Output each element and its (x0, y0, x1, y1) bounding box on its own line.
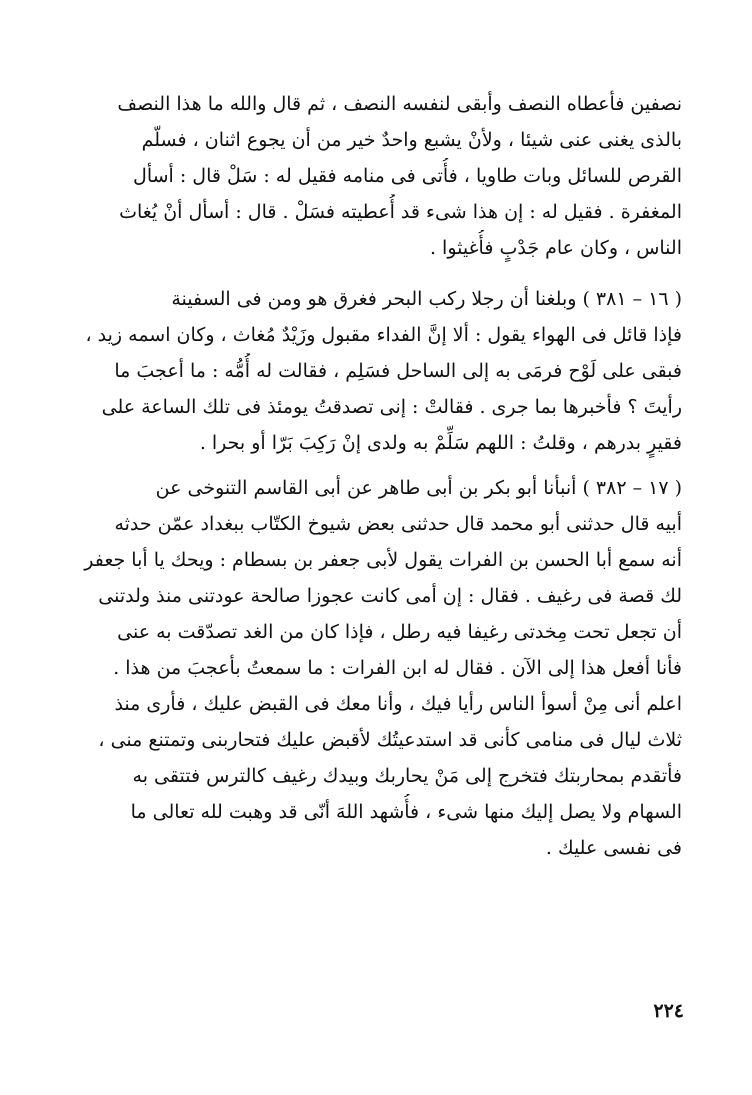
text-line: رأيتَ ؟ فأخبرها بما جرى . فقالتْ : إنى تصدقتُ يومئذ فى تلك الساعة على (101, 396, 682, 418)
page-number: ٢٢٤ (653, 1000, 684, 1022)
text-line: السهام ولا يصل إليك منها شىء ، فأُشهد اللهَ أنّى قد وهبت لله تعالى ما (130, 801, 682, 823)
text-line: فبقى على لَوْح فرمَى به إلى الساحل فسَلِم ، فقالت له أُمُّه : ما أعجبَ ما (114, 360, 682, 382)
text-line: اعلم أنى مِنْ أسوأ الناس رأيا فيك ، وأنا معك فى القبض عليك ، فأرى منذ (114, 693, 682, 715)
text-line: أنه سمع أبا الحسن بن الفرات يقول لأبى جعفر بن بسطام : ويحك يا أبا جعفر (84, 549, 682, 571)
text-line: القرص للسائل وبات طاويا ، فأُتى فى منامه فقيل له : سَلْ قال : أسأل (133, 165, 682, 187)
text-line: المغفرة . فقيل له : إن هذا شىء قد أُعطيته فسَلْ . قال : أسأل أنْ يُغاث (119, 201, 682, 223)
paragraph-3 (66, 470, 682, 866)
text-line: ( ١٧ – ٣٨٢ ) أنبأنا أبو بكر بن أبى طاهر عن أبى القاسم التنوخى عن (155, 477, 682, 499)
text-line: بالذى يغنى عنى شيئا ، ولأنْ يشبع واحدٌ خير من أن يجوع اثنان ، فسلّم (141, 129, 682, 151)
paragraph-1 (66, 86, 682, 266)
text-line: الناس ، وكان عام جَدْبٍ فأُغيثوا . (429, 237, 682, 259)
text-line: ثلاث ليال فى منامى كأنى قد استدعيتُك لأقبض عليك فتحاربنى وتمتنع منى ، (98, 729, 682, 751)
text-line: أن تجعل تحت مِخدتى رغيفا فيه رطل ، فإذا كان من الغد تصدّقت به عنى (117, 621, 682, 643)
text-line: فإذا قائل فى الهواء يقول : ألا إنَّ الفداء مقبول وزَيْدٌ مُغاث ، وكان اسمه زيد ، (85, 324, 682, 346)
text-line: فى نفسى عليك . (545, 837, 682, 859)
paragraph-2 (66, 281, 682, 461)
text-line: فأتقدم بمحاربتك فتخرج إلى مَنْ يحاربك وبيدك رغيف كالترس فتتقى به (132, 765, 682, 787)
text-line: فأنا أفعل هذا إلى الآن . فقال له ابن الفرات : ما سمعتُ بأعجبَ من هذا . (113, 657, 682, 679)
text-line: نصفين فأعطاه النصف وأبقى لنفسه النصف ، ثم قال والله ما هذا النصف (117, 93, 682, 115)
text-line: أبيه قال حدثنى أبو محمد قال حدثنى بعض شيوخ الكتّاب ببغداد عمّن حدثه (114, 513, 682, 535)
text-line: ( ١٦ – ٣٨١ ) وبلغنا أن رجلا ركب البحر فغرق هو ومن فى السفينة (171, 288, 682, 310)
text-line: لك قصة فى رغيف . فقال : إن أمى كانت عجوزا صالحة عودتنى منذ ولدتنى (98, 585, 682, 607)
text-line: فقيرٍ بدرهم ، وقلتُ : اللهم سَلِّمْ به ولدى إنْ رَكِبَ بَرّا أو بحرا . (199, 432, 682, 454)
